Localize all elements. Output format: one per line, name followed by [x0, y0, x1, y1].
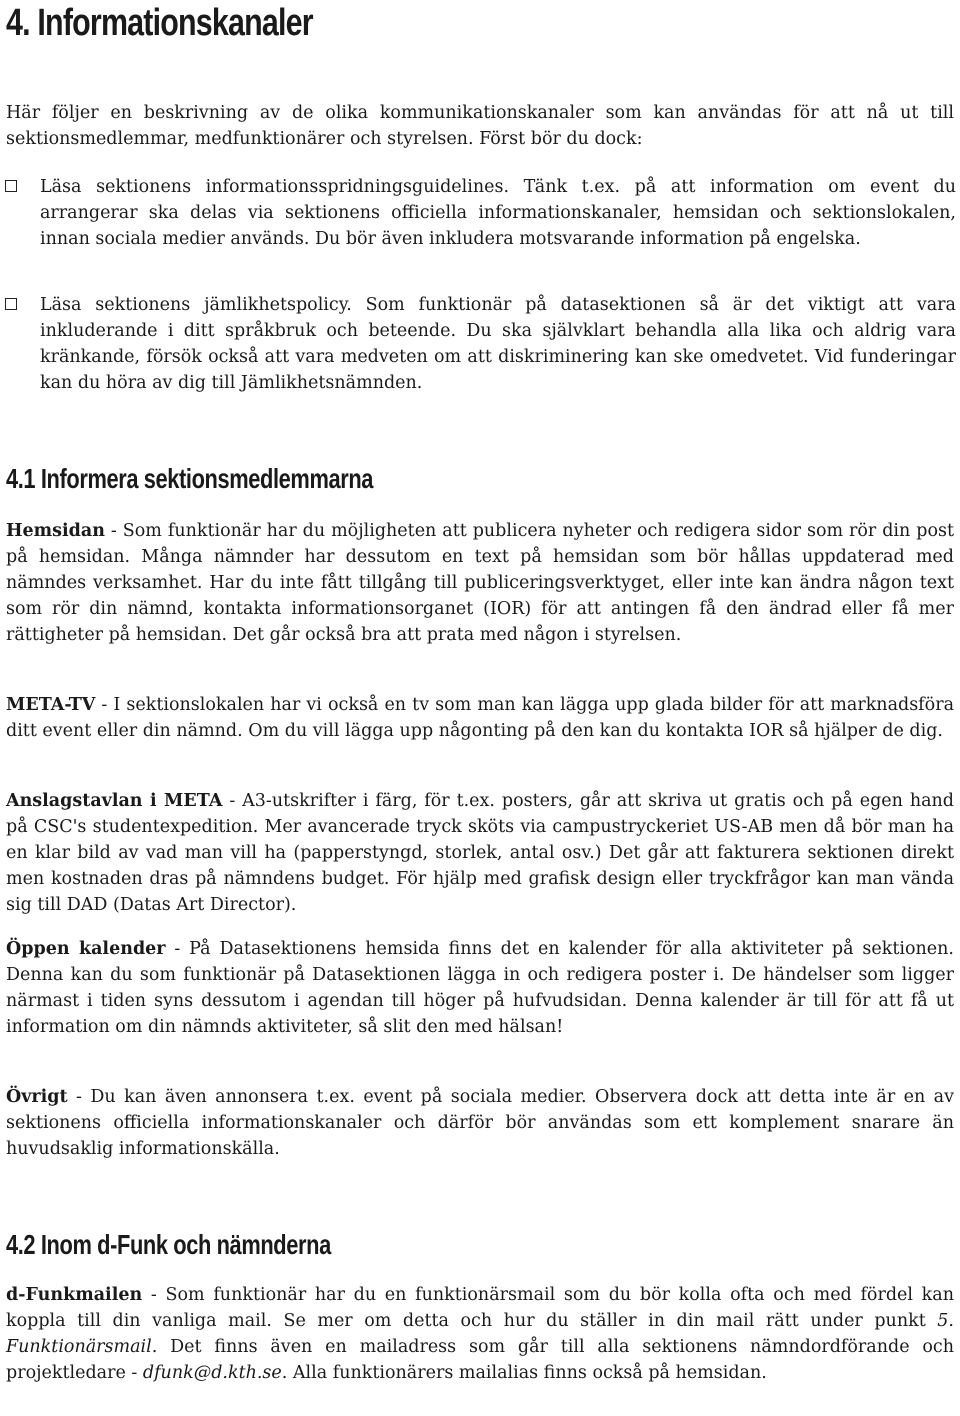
section-heading: 4.2 Inom d-Funk och nämnderna	[6, 1229, 331, 1260]
paragraph-meta-tv	[6, 692, 954, 744]
page-title: 4. Informationskanaler	[6, 2, 313, 44]
paragraph-text: - Som funktionär har du möjligheten att publicera nyheter och redigera sidor som rör din post på hemsidan. Många nämnder har dessutom en text på hemsidan som bör hållas uppdaterad med nämndes verksamhet. Har du inte fått tillgång till publiceringsverktyget, eller inte kan ändra någon text som rör din nämnd, kontakta informationsorganet (IOR) för att antingen få den ändrad eller få mer rättigheter på hemsidan. Det går också bra att prata med någon i styrelsen.	[6, 521, 954, 645]
email-address: dfunk@d.kth.se	[142, 1363, 282, 1383]
paragraph-text: - I sektionslokalen har vi också en tv som man kan lägga upp glada bilder för att marknadsföra ditt event eller din nämnd. Om du vill lägga upp någonting på den kan du kontakta IOR så hjälper de dig.	[6, 695, 954, 741]
term-label: META-TV	[6, 695, 96, 715]
checklist-item	[40, 292, 956, 396]
paragraph-anslagstavlan	[6, 788, 954, 918]
section-reference: 5. Funktionärsmail	[6, 1311, 954, 1357]
term-label: Övrigt	[6, 1087, 68, 1107]
paragraph-hemsidan	[6, 518, 954, 648]
section-heading: 4.1 Informera sektionsmedlemmarna	[6, 463, 374, 494]
checklist-item-text: Läsa sektionens jämlikhetspolicy. Som funktionär på datasektionen så är det viktigt att vara inkluderande i ditt språkbruk och beteende. Du ska självklart behandla alla lika och aldrig vara kränkande, försök också att vara medveten om att diskriminering kan ske omedvetet. Vid funderingar kan du höra av dig till Jämlikhetsnämnden.	[40, 295, 956, 393]
intro-paragraph: Här följer en beskrivning av de olika kommunikationskanaler som kan användas för att nå ut till sektionsmedlemmar, medfunktionärer och styrelsen. Först bör du dock:	[6, 103, 954, 149]
paragraph-text: . Alla funktionärers mailalias finns också på hemsidan.	[281, 1363, 767, 1383]
term-label: Öppen kalender	[6, 939, 166, 959]
paragraph-text: - På Datasektionens hemsida finns det en kalender för alla aktiviteter på sektionen. Denna kan du som funktionär på Datasektionen lägga in och redigera poster i. De händelser som ligger närmast i tiden syns dessutom i agendan till höger på hufvudsidan. Denna kalender är till för att få ut information om din nämnds aktiviteter, så slit den med hälsan!	[6, 939, 954, 1037]
paragraph-text: - Du kan även annonsera t.ex. event på sociala medier. Observera dock att detta inte är en av sektionens officiella informationskanaler och därför bör användas som ett komplement snarare än huvudsaklig informationskälla.	[6, 1087, 954, 1159]
paragraph-dfunkmailen	[6, 1282, 954, 1386]
checkbox-icon	[5, 180, 17, 192]
paragraph-oppen-kalender	[6, 936, 954, 1040]
paragraph-ovrigt	[6, 1084, 954, 1162]
checklist-item	[40, 174, 956, 252]
paragraph-text: - Som funktionär har du en funktionärsmail som du bör kolla ofta och med fördel kan koppla till din vanliga mail. Se mer om detta och hur du ställer in din mail rätt under punkt	[6, 1285, 954, 1331]
paragraph-text: - A3-utskrifter i färg, för t.ex. posters, går att skriva ut gratis och på egen hand på CSC's studentexpedition. Mer avancerade tryck sköts via campustryckeriet US-AB men då bör man ha en klar bild av vad man vill ha (papperstyngd, storlek, antal osv.) Det går att fakturera sektionen direkt men kostnaden dras på nämndens budget. För hjälp med grafisk design eller tryckfrågor kan man vända sig till DAD (Datas Art Director).	[6, 791, 954, 915]
term-label: d-Funkmailen	[6, 1285, 143, 1305]
term-label: Hemsidan	[6, 521, 105, 541]
checklist-item-text: Läsa sektionens informationsspridningsguidelines. Tänk t.ex. på att information om event du arrangerar ska delas via sektionens officiella informationskanaler, hemsidan och sektionslokalen, innan sociala medier används. Du bör även inkludera motsvarande information på engelska.	[40, 177, 956, 249]
paragraph-text: . Det finns även en mailadress som går till alla sektionens nämndordförande och projektledare -	[6, 1337, 954, 1383]
term-label: Anslagstavlan i META	[6, 791, 223, 811]
checkbox-icon	[5, 298, 17, 310]
